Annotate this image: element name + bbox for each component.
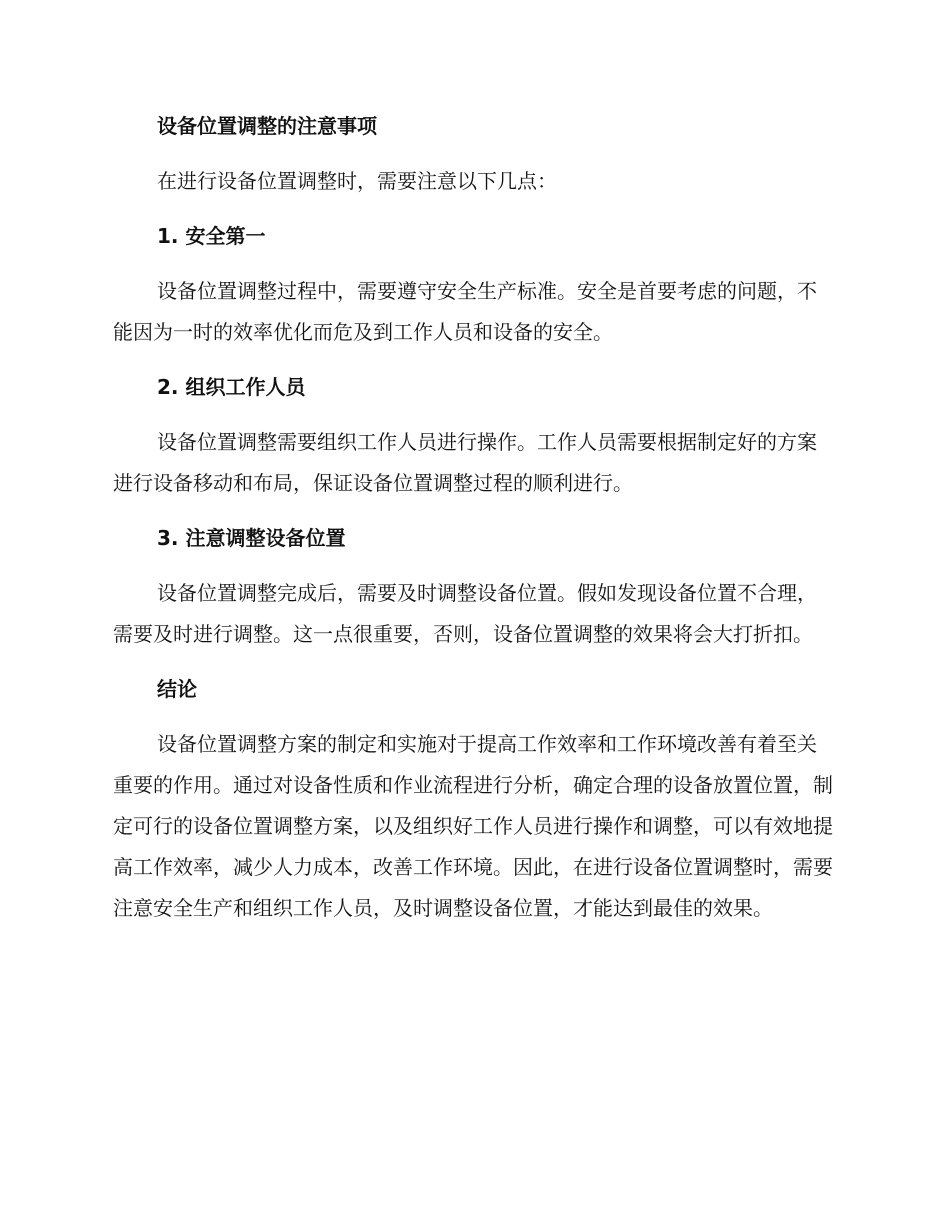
section-title: 设备位置调整的注意事项 <box>157 114 377 138</box>
document-page <box>113 106 833 929</box>
conclusion-body: 设备位置调整方案的制定和实施对于提高工作效率和工作环境改善有着至关重要的作用。通过对设备性质和作业流程进行分析，确定合理的设备放置位置，制定可行的设备位置调整方案，以及组织好工作人员进行操作和调整，可以有效地提高工作效率，减少人力成本，改善工作环境。因此，在进行设备位置调整时，需要注意安全生产和组织工作人员，及时调整设备位置，才能达到最佳的效果。 <box>113 732 833 920</box>
point-3-body: 设备位置调整完成后，需要及时调整设备位置。假如发现设备位置不合理，需要及时进行调整。这一点很重要，否则，设备位置调整的效果将会大打折扣。 <box>113 581 817 646</box>
point-1-body: 设备位置调整过程中，需要遵守安全生产标准。安全是首要考虑的问题，不能因为一时的效率优化而危及到工作人员和设备的安全。 <box>113 279 817 344</box>
point-1-heading: 1. 安全第一 <box>157 224 266 248</box>
point-2-heading: 2. 组织工作人员 <box>157 375 306 399</box>
point-2-body: 设备位置调整需要组织工作人员进行操作。工作人员需要根据制定好的方案进行设备移动和布局，保证设备位置调整过程的顺利进行。 <box>113 430 817 495</box>
conclusion-heading: 结论 <box>157 677 197 701</box>
point-3-heading: 3. 注意调整设备位置 <box>157 526 346 550</box>
intro-paragraph: 在进行设备位置调整时，需要注意以下几点： <box>157 169 557 193</box>
